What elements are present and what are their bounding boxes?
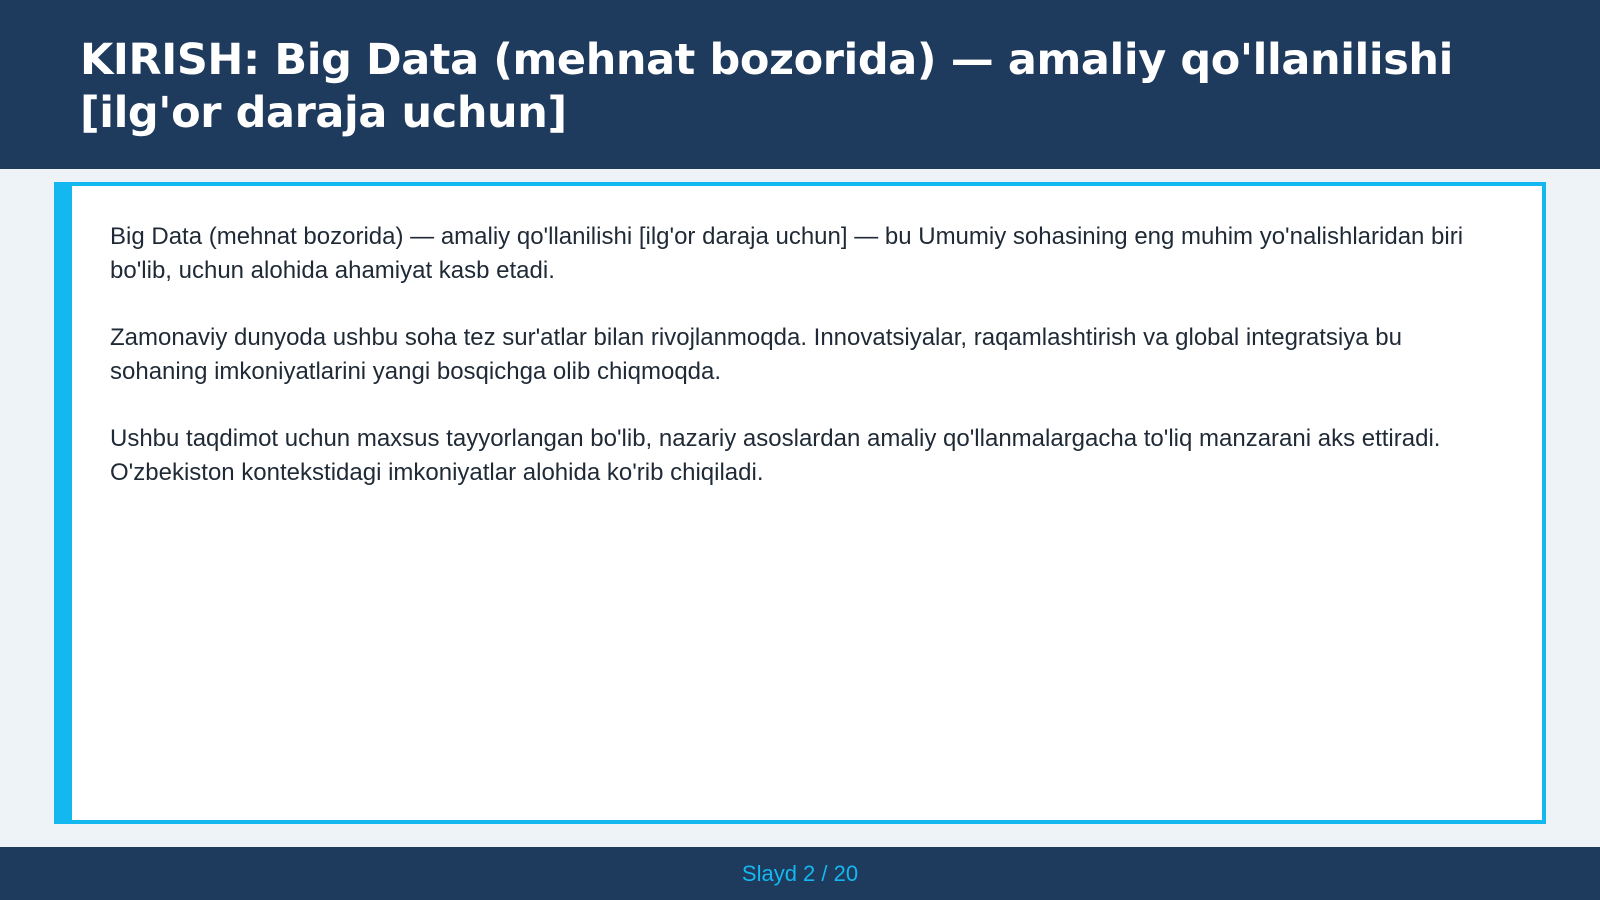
presentation-purpose-paragraph: Ushbu taqdimot uchun maxsus tayyorlangan bo'lib, nazariy asoslardan amaliy qo'llanmalargacha to'liq manzarani aks ettiradi. O'zbekiston kontekstidagi imkoniyatlar alohida ko'rib chiqiladi. (110, 425, 1441, 486)
slide-counter: Slayd 2 / 20 (741, 860, 859, 886)
slide-title: KIRISH: Big Data (mehnat bozorida) — amaliy qo'llanilishi [ilg'or daraja uchun] (80, 35, 1453, 138)
intro-paragraph: Big Data (mehnat bozorida) — amaliy qo'llanilishi [ilg'or daraja uchun] — bu Umumiy sohasining eng muhim yo'nalishlaridan biri bo'lib, uchun alohida ahamiyat kasb etadi. (110, 223, 1464, 284)
development-paragraph: Zamonaviy dunyoda ushbu soha tez sur'atlar bilan rivojlanmoqda. Innovatsiyalar, raqamlashtirish va global integratsiya bu sohaning imkoniyatlarini yangi bosqichga olib chiqmoqda. (110, 324, 1402, 385)
slide-header (0, 0, 1600, 169)
slide-footer (0, 847, 1600, 900)
content-panel (54, 182, 1546, 824)
